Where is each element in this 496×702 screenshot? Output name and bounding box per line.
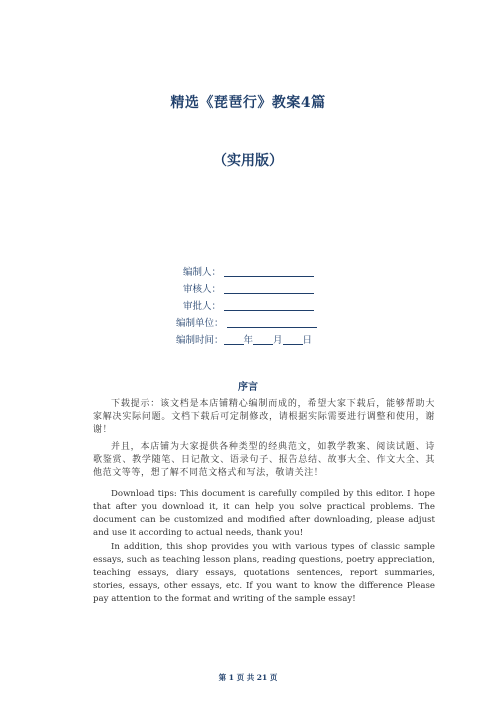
unit-label: 编制单位： (176, 318, 224, 329)
day-label: 日 (302, 335, 313, 346)
preface-paragraph-4: In addition, this shop provides you with various types of classic sample essays, such as teaching lesson plans, reading questions, poetry appreciation, teaching essays, diary essays, quotations sentences, report summaries, stories, essays, other essays, etc. If you want to know the difference Please pay attention to the format and writing of the sample essay! (93, 542, 435, 604)
year-label: 年 (243, 335, 254, 346)
reviewer-field-line (224, 282, 314, 294)
preface-title: 序言 (238, 382, 258, 393)
preface-paragraph-3: Download tips: This document is carefully compiled by this editor. I hope that after you download it, it can help you solve practical problems. The document can be customized and modified after downloading, please adjust and use it according to actual needs, thank you! (93, 489, 435, 538)
year-field-line (224, 333, 244, 345)
approver-field-line (224, 299, 314, 311)
day-field-line (283, 333, 303, 345)
reviewer-row (176, 281, 317, 298)
document-subtitle: （实用版） (213, 153, 283, 169)
month-label: 月 (273, 335, 283, 346)
unit-row (176, 315, 317, 332)
preface-paragraph-2: 并且，本店铺为大家提供各种类型的经典范文，如教学教案、阅读试题、诗歌鉴赏、教学随笔、日记散文、语录句子、报告总结、故事大全、作文大全、其他范文等等，想了解不同范文格式和写法，敬请关注！ (93, 442, 435, 478)
editor-label: 编制人： (183, 267, 222, 278)
time-row (176, 332, 317, 349)
approver-row (176, 298, 317, 315)
month-field-line (253, 333, 273, 345)
reviewer-label: 审核人： (183, 284, 222, 295)
editor-row (176, 264, 317, 281)
approver-label: 审批人： (183, 301, 222, 312)
preface-paragraph-1: 下载提示：该文档是本店铺精心编制而成的，希望大家下载后，能够帮助大家解决实际问题。文档下载后可定制修改，请根据实际需要进行调整和使用，谢谢！ (93, 399, 435, 435)
meta-block (176, 264, 317, 349)
time-label: 编制时间： (176, 335, 224, 346)
page-footer: 第 1 页 共 21 页 (218, 673, 278, 682)
document-title: 精选《琵琶行》教案4篇 (170, 95, 326, 111)
editor-field-line (224, 265, 314, 277)
unit-field-line (227, 316, 317, 328)
